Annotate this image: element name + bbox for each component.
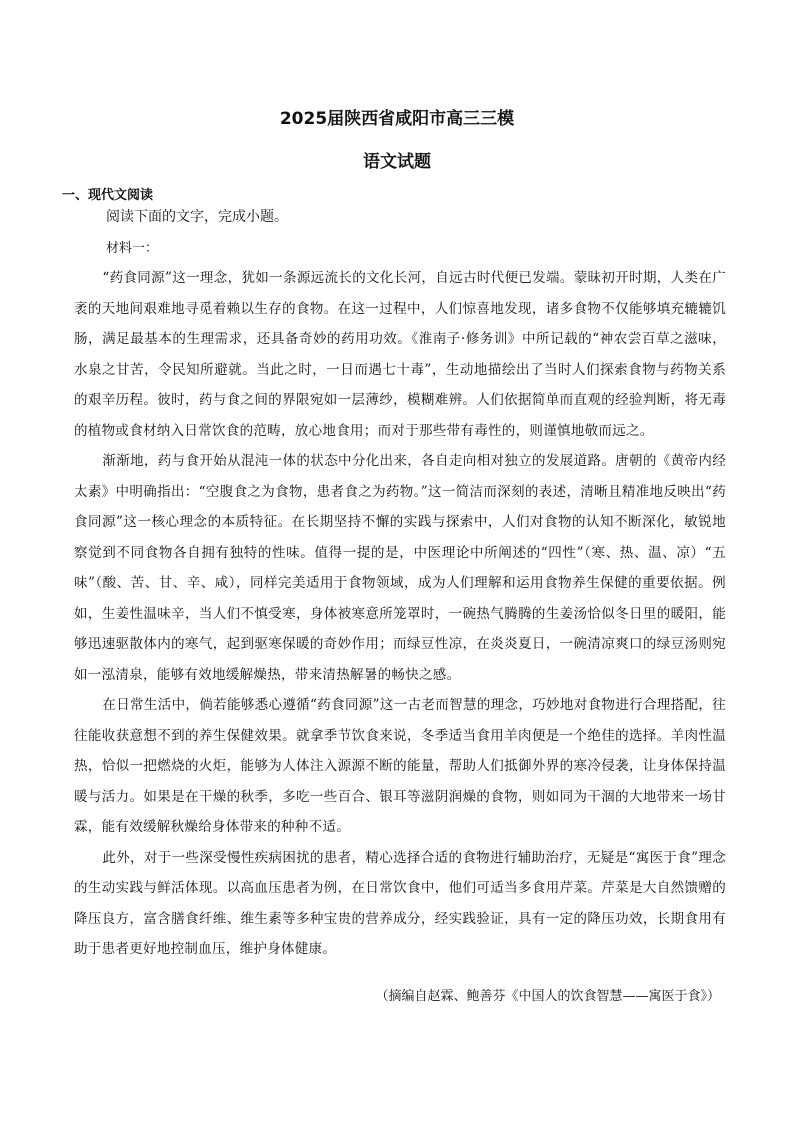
section-heading: 一、现代文阅读	[62, 188, 154, 203]
article-body	[74, 263, 726, 965]
document-title: 2025届陕西省咸阳市高三三模	[279, 109, 515, 129]
paragraph: 渐渐地，药与食开始从混沌一体的状态中分化出来，各自走向相对独立的发展道路。唐朝的《黄帝内经太素》中明确指出：“空腹食之为食物，患者食之为药物。”这一简洁而深刻的表述，清晰且精准地反映出“药食同源”这一核心理念的本质特征。在长期坚持不懈的实践与探索中，人们对食物的认知不断深化，敏锐地察觉到不同食物各自拥有独特的性味。值得一提的是，中医理论中所阐述的“四性”（寒、热、温、凉）“五味”（酸、苦、甘、辛、咸），同样完美适用于食物领域，成为人们理解和运用食物养生保健的重要依据。例如，生姜性温味辛，当人们不慎受寒，身体被寒意所笼罩时，一碗热气腾腾的生姜汤恰似冬日里的暖阳，能够迅速驱散体内的寒气，起到驱寒保暖的奇妙作用；而绿豆性凉，在炎炎夏日，一碗清凉爽口的绿豆汤则宛如一泓清泉，能够有效地缓解燥热，带来清热解暑的畅快之感。	[74, 453, 726, 683]
document-subtitle: 语文试题	[363, 152, 431, 172]
paragraph: 在日常生活中，倘若能够悉心遵循“药食同源”这一古老而智慧的理念，巧妙地对食物进行合理搭配，往往能收获意想不到的养生保健效果。就拿季节饮食来说，冬季适当食用羊肉便是一个绝佳的选择。羊肉性温热，恰似一把燃烧的火炬，能够为人体注入源源不断的能量，帮助人们抵御外界的寒冷侵袭，让身体保持温暖与活力。如果是在干燥的秋季，多吃一些百合、银耳等滋阴润燥的食物，则如同为干涸的大地带来一场甘霖，能有效缓解秋燥给身体带来的种种不适。	[74, 697, 726, 835]
paragraph: “药食同源”这一理念，犹如一条源远流长的文化长河，自远古时代便已发端。蒙昧初开时期，人类在广袤的天地间艰难地寻觅着赖以生存的食物。在这一过程中，人们惊喜地发现，诸多食物不仅能够填充辘辘饥肠，满足最基本的生理需求，还具备奇妙的药用功效。《淮南子·修务训》中所记载的“神农尝百草之滋味，水泉之甘苦，令民知所避就。当此之时，一日而遇七十毒”，生动地描绘出了当时人们探索食物与药物关系的艰辛历程。彼时，药与食之间的界限宛如一层薄纱，模糊难辨。人们依据简单而直观的经验判断，将无毒的植物或食材纳入日常饮食的范畴，放心地食用；而对于那些带有毒性的，则谨慎地敬而远之。	[74, 270, 726, 439]
instruction-text: 阅读下面的文字，完成小题。	[106, 209, 288, 225]
material-label: 材料一：	[106, 241, 159, 256]
source-citation: （摘编自赵霖、鲍善芬《中国人的饮食智慧——寓医于食》）	[375, 989, 720, 1004]
paragraph: 此外，对于一些深受慢性疾病困扰的患者，精心选择合适的食物进行辅助治疗，无疑是“寓医于食”理念的生动实践与鲜活体现。以高血压患者为例，在日常饮食中，他们可适当多食用芹菜。芹菜是大自然馈赠的降压良方，富含膳食纤维、维生素等多种宝贵的营养成分，经实践验证，具有一定的降压功效，长期食用有助于患者更好地控制血压，维护身体健康。	[74, 849, 726, 957]
